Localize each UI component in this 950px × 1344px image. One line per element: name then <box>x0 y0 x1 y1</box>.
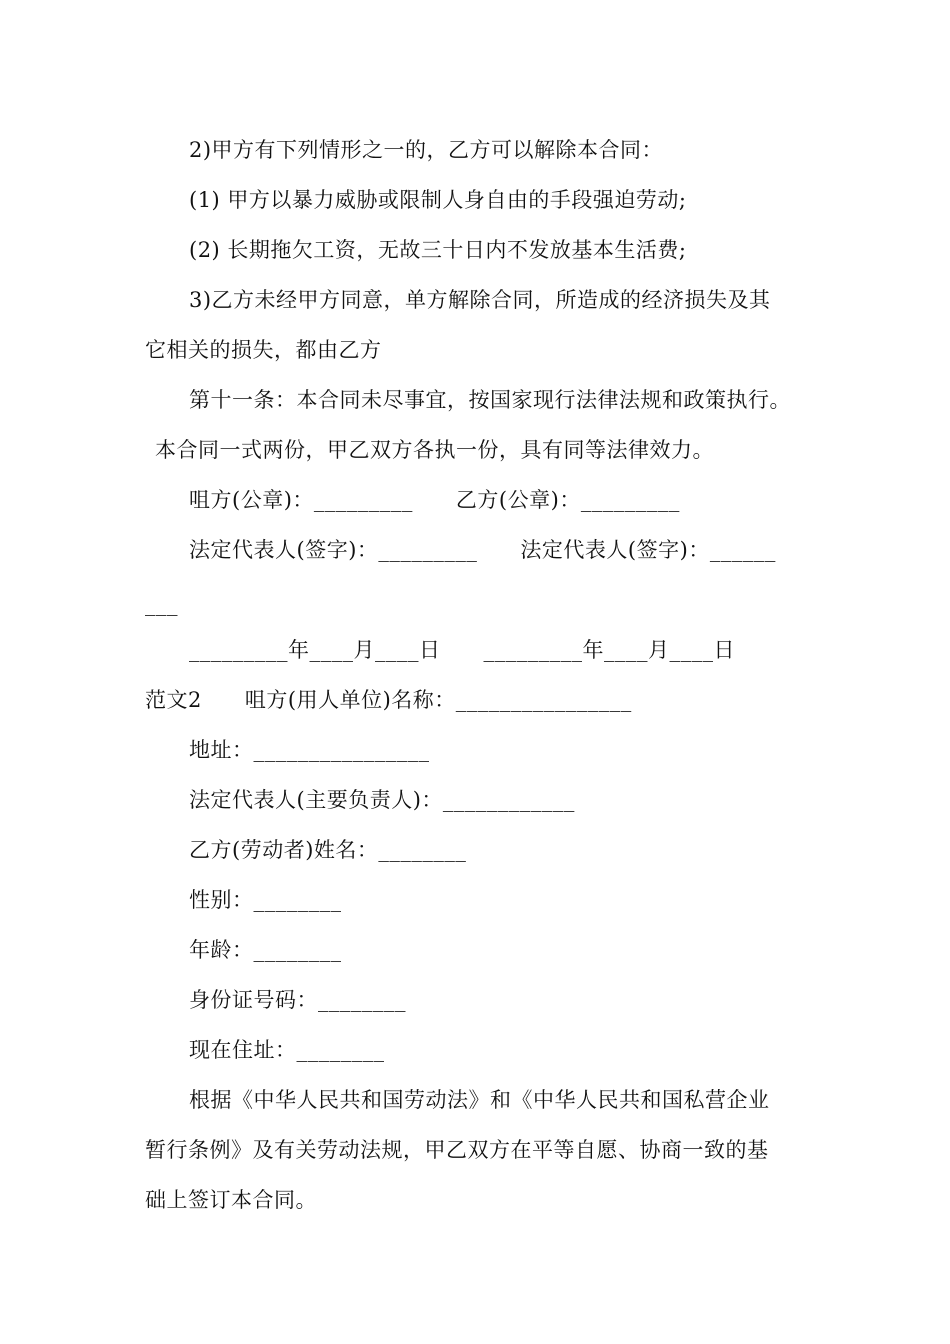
clause-3-line-1: 3)乙方未经甲方同意，单方解除合同，所造成的经济损失及其 <box>189 288 771 312</box>
age-field: 年龄：________ <box>189 938 342 962</box>
current-address-field: 现在住址：________ <box>189 1038 385 1062</box>
address-field: 地址：________________ <box>189 738 430 762</box>
article-11: 第十一条：本合同未尽事宜，按国家现行法律法规和政策执行。 <box>189 388 791 412</box>
legal-representative-field: 法定代表人(主要负责人)：____________ <box>189 788 575 812</box>
clause-2-heading: 2)甲方有下列情形之一的，乙方可以解除本合同： <box>189 138 664 162</box>
id-number-field: 身份证号码：________ <box>189 988 406 1012</box>
basis-paragraph-line-3: 础上签订本合同。 <box>145 1188 317 1212</box>
signature-line-overflow: ___ <box>145 592 178 616</box>
basis-paragraph-line-1: 根据《中华人民共和国劳动法》和《中华人民共和国私营企业 <box>189 1088 770 1112</box>
clause-2-item-1: (1) 甲方以暴力威胁或限制人身自由的手段强迫劳动; <box>189 188 687 212</box>
sample-2-employer-name: 范文2 咀方(用人单位)名称：________________ <box>145 688 632 712</box>
representative-signature-line: 法定代表人(签字)：_________ 法定代表人(签字)：______ <box>189 538 776 562</box>
clause-2-item-2: (2) 长期拖欠工资，无故三十日内不发放基本生活费; <box>189 238 687 262</box>
copies-statement: 本合同一式两份，甲乙双方各执一份，具有同等法律效力。 <box>155 438 714 462</box>
seal-line: 咀方(公章)：_________ 乙方(公章)：_________ <box>189 488 680 512</box>
clause-3-line-2: 它相关的损失，都由乙方 <box>145 338 382 362</box>
basis-paragraph-line-2: 暂行条例》及有关劳动法规，甲乙双方在平等自愿、协商一致的基 <box>145 1138 769 1162</box>
gender-field: 性别：________ <box>189 888 342 912</box>
employee-name-field: 乙方(劳动者)姓名：________ <box>189 838 467 862</box>
date-line: _________年____月____日 _________年____月____日 <box>189 638 736 662</box>
